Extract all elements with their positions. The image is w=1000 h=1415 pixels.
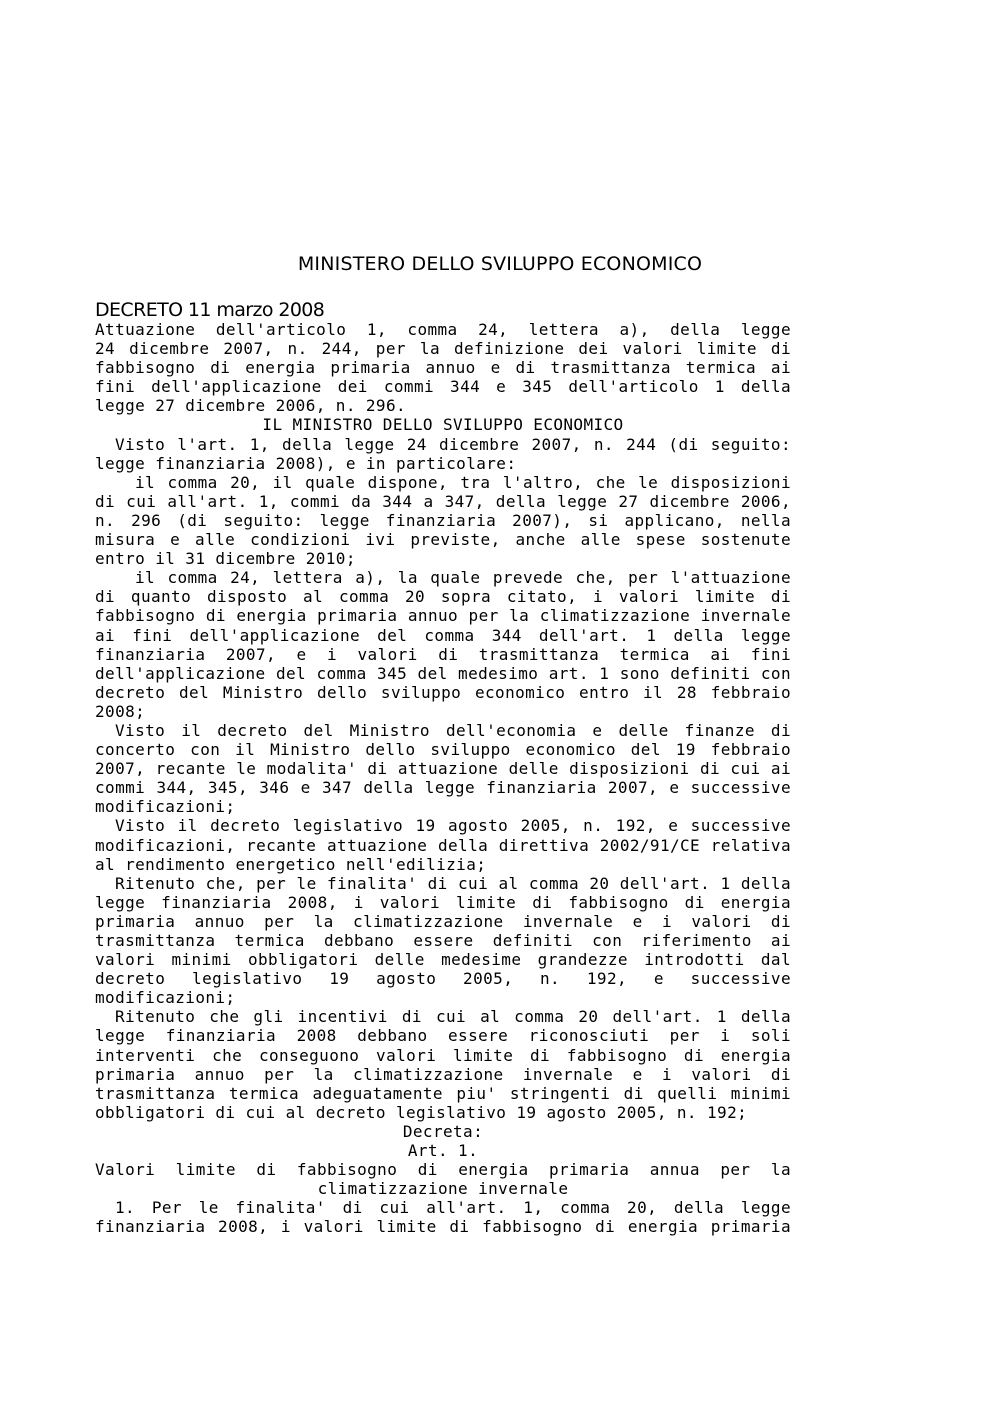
text-line: trasmittanza termica debbano essere definiti con riferimento ai bbox=[95, 931, 791, 950]
text-line: primaria annuo per la climatizzazione invernale e i valori di bbox=[95, 911, 791, 931]
text-line: finanziaria 2008, i valori limite di fabbisogno di energia primaria bbox=[95, 1217, 791, 1237]
text-line: fabbisogno di energia primaria annuo per la climatizzazione invernale bbox=[95, 606, 791, 626]
text-line: obbligatori di cui al decreto legislativo 19 agosto 2005, n. 192; bbox=[95, 1102, 748, 1122]
text-line: di quanto disposto al comma 20 sopra citato, i valori limite di bbox=[95, 587, 791, 607]
text-line: legge finanziaria 2008 debbano essere riconosciuti per i soli bbox=[95, 1026, 791, 1046]
text-line: di cui all'art. 1, commi da 344 a 347, della legge 27 dicembre 2006, bbox=[95, 491, 791, 511]
text-line: 2007, recante le modalita' di attuazione delle disposizioni di cui ai bbox=[95, 759, 791, 779]
text-line: misura e alle condizioni ivi previste, anche alle spese sostenute bbox=[95, 530, 791, 550]
text-line: entro il 31 dicembre 2010; bbox=[95, 549, 356, 569]
text-line: trasmittanza termica adeguatamente piu' stringenti di quelli minimi bbox=[95, 1083, 791, 1103]
text-line: concerto con il Ministro dello sviluppo economico del 19 febbraio bbox=[95, 740, 791, 760]
text-line: Decreta: bbox=[402, 1121, 484, 1141]
text-line: Ritenuto che, per le finalita' di cui al comma 20 dell'art. 1 della bbox=[115, 873, 791, 893]
text-line: modificazioni, recante attuazione della direttiva 2002/91/CE relativa bbox=[95, 835, 791, 855]
ministry-header: MINISTERO DELLO SVILUPPO ECONOMICO bbox=[297, 253, 703, 275]
text-line: Visto il decreto del Ministro dell'economia e delle finanze di bbox=[115, 720, 791, 740]
text-line: ai fini dell'applicazione del comma 344 dell'art. 1 della legge bbox=[95, 625, 791, 645]
text-line: climatizzazione invernale bbox=[317, 1179, 569, 1199]
text-line: Ritenuto che gli incentivi di cui al comma 20 dell'art. 1 della bbox=[115, 1007, 791, 1027]
text-line: decreto legislativo 19 agosto 2005, n. 192, e successive bbox=[95, 969, 791, 989]
text-line: finanziaria 2007, e i valori di trasmittanza termica ai fini bbox=[95, 644, 791, 664]
text-line: Visto il decreto legislativo 19 agosto 2005, n. 192, e successive bbox=[115, 816, 791, 836]
text-line: dell'applicazione del comma 345 del medesimo art. 1 sono definiti con bbox=[95, 663, 791, 683]
text-line: IL MINISTRO DELLO SVILUPPO ECONOMICO bbox=[262, 415, 624, 435]
text-line: legge finanziaria 2008, i valori limite di fabbisogno di energia bbox=[95, 892, 791, 912]
text-line: il comma 24, lettera a), la quale prevede che, per l'attuazione bbox=[135, 568, 791, 588]
text-line: al rendimento energetico nell'edilizia; bbox=[95, 854, 487, 874]
text-line: Attuazione dell'articolo 1, comma 24, lettera a), della legge bbox=[95, 320, 791, 339]
text-line: Valori limite di fabbisogno di energia primaria annua per la bbox=[95, 1160, 791, 1180]
text-line: il comma 20, il quale dispone, tra l'altro, che le disposizioni bbox=[135, 472, 791, 492]
text-line: primaria annuo per la climatizzazione invernale e i valori di bbox=[95, 1064, 791, 1084]
text-line: interventi che conseguono valori limite di fabbisogno di energia bbox=[95, 1045, 791, 1065]
text-line: modificazioni; bbox=[95, 797, 236, 817]
text-line: Art. 1. bbox=[407, 1141, 479, 1161]
text-line: commi 344, 345, 346 e 347 della legge finanziaria 2007, e successive bbox=[95, 778, 791, 798]
text-line: valori minimi obbligatori delle medesime grandezze introdotti dal bbox=[95, 950, 791, 970]
decree-body bbox=[95, 320, 791, 1237]
text-line: 24 dicembre 2007, n. 244, per la definizione dei valori limite di bbox=[95, 339, 791, 359]
text-line: modificazioni; bbox=[95, 988, 236, 1008]
text-line: Visto l'art. 1, della legge 24 dicembre 2007, n. 244 (di seguito: bbox=[115, 434, 791, 454]
text-line: fabbisogno di energia primaria annuo e di trasmittanza termica ai bbox=[95, 358, 791, 378]
text-line: 1. Per le finalita' di cui all'art. 1, comma 20, della legge bbox=[115, 1198, 791, 1218]
text-line: legge finanziaria 2008), e in particolare: bbox=[95, 453, 517, 473]
text-line: fini dell'applicazione dei commi 344 e 345 dell'articolo 1 della bbox=[95, 377, 791, 397]
text-line: legge 27 dicembre 2006, n. 296. bbox=[95, 396, 407, 416]
text-line: decreto del Ministro dello sviluppo economico entro il 28 febbraio bbox=[95, 682, 791, 702]
text-line: 2008; bbox=[95, 701, 146, 721]
text-line: n. 296 (di seguito: legge finanziaria 2007), si applicano, nella bbox=[95, 510, 791, 530]
decree-title: DECRETO 11 marzo 2008 bbox=[95, 299, 325, 321]
